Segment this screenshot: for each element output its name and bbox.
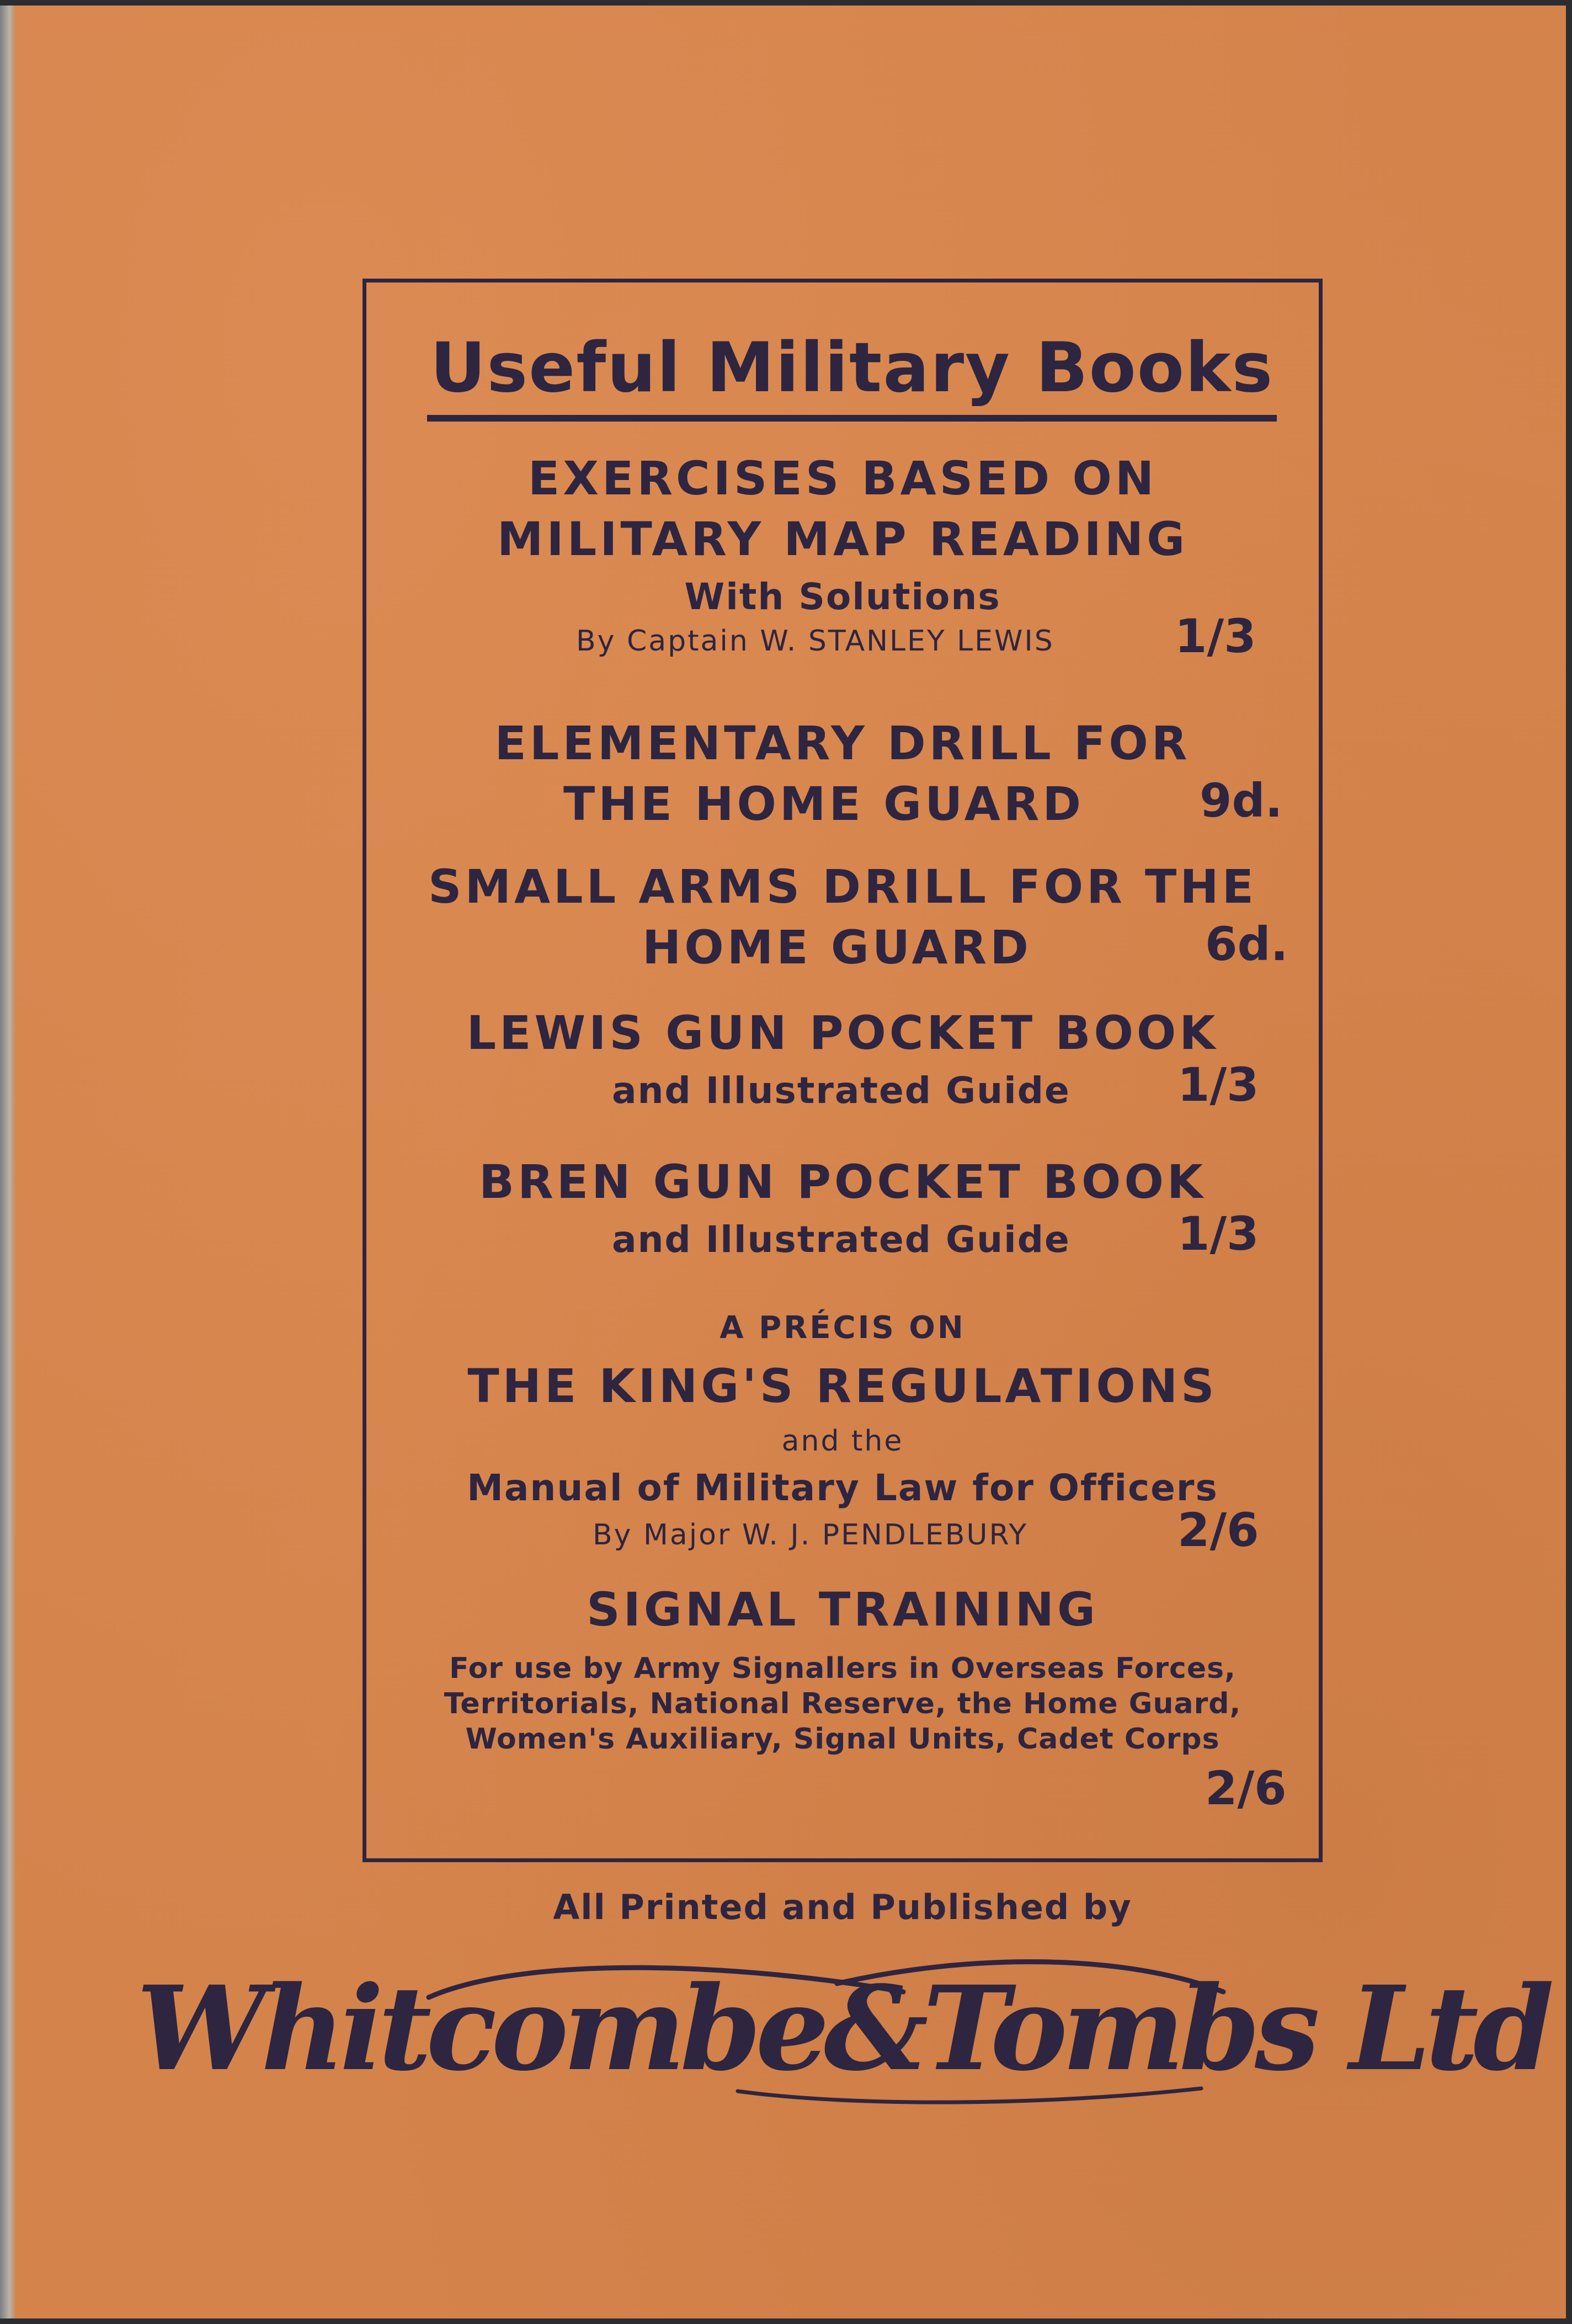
book5-price: 1/3 xyxy=(1177,1207,1259,1261)
publisher-credit: All Printed and Published by xyxy=(553,1887,1132,1927)
title-underline xyxy=(427,415,1277,422)
publisher-logo-text: Whitcombe&Tombs Ltd xyxy=(136,1960,1549,2097)
book4-title: LEWIS GUN POCKET BOOK xyxy=(466,1006,1219,1060)
book6-title: THE KING'S REGULATIONS xyxy=(467,1359,1218,1413)
book4-price: 1/3 xyxy=(1177,1058,1259,1112)
spine-edge xyxy=(0,6,15,2318)
publisher-logo xyxy=(136,1931,1549,2113)
book2-title-line1: ELEMENTARY DRILL FOR xyxy=(494,716,1191,770)
book7-title: SIGNAL TRAINING xyxy=(587,1582,1099,1637)
book2-price: 9d. xyxy=(1200,774,1283,828)
book1-title-line2: MILITARY MAP READING xyxy=(497,512,1189,566)
book6-author: By Major W. J. PENDLEBURY xyxy=(593,1518,1029,1552)
book6-subtitle: Manual of Military Law for Officers xyxy=(467,1467,1218,1509)
book7-price: 2/6 xyxy=(1205,1761,1287,1815)
book6-intro: A PRÉCIS ON xyxy=(720,1310,966,1346)
book3-title-line1: SMALL ARMS DRILL FOR THE xyxy=(428,860,1257,914)
book1-price: 1/3 xyxy=(1175,609,1256,663)
book4-subtitle: and Illustrated Guide xyxy=(612,1069,1070,1112)
book1-title-line1: EXERCISES BASED ON xyxy=(527,451,1158,505)
book1-subtitle: With Solutions xyxy=(684,575,1001,618)
advertisement-frame xyxy=(363,279,1323,1862)
book6-connector: and the xyxy=(781,1425,904,1458)
book3-title-line2: HOME GUARD xyxy=(642,920,1032,974)
book5-title: BREN GUN POCKET BOOK xyxy=(479,1155,1206,1209)
book6-price: 2/6 xyxy=(1177,1503,1259,1557)
book7-desc-line3: Women's Auxiliary, Signal Units, Cadet Corps xyxy=(465,1723,1220,1756)
book2-title-line2: THE HOME GUARD xyxy=(563,777,1085,831)
book1-author: By Captain W. STANLEY LEWIS xyxy=(576,625,1054,658)
page-title: Useful Military Books xyxy=(430,328,1274,408)
book7-desc-line1: For use by Army Signallers in Overseas Forces, xyxy=(449,1652,1236,1685)
book3-price: 6d. xyxy=(1205,917,1288,971)
book5-subtitle: and Illustrated Guide xyxy=(612,1218,1070,1261)
book7-desc-line2: Territorials, National Reserve, the Home Guard, xyxy=(444,1687,1241,1720)
